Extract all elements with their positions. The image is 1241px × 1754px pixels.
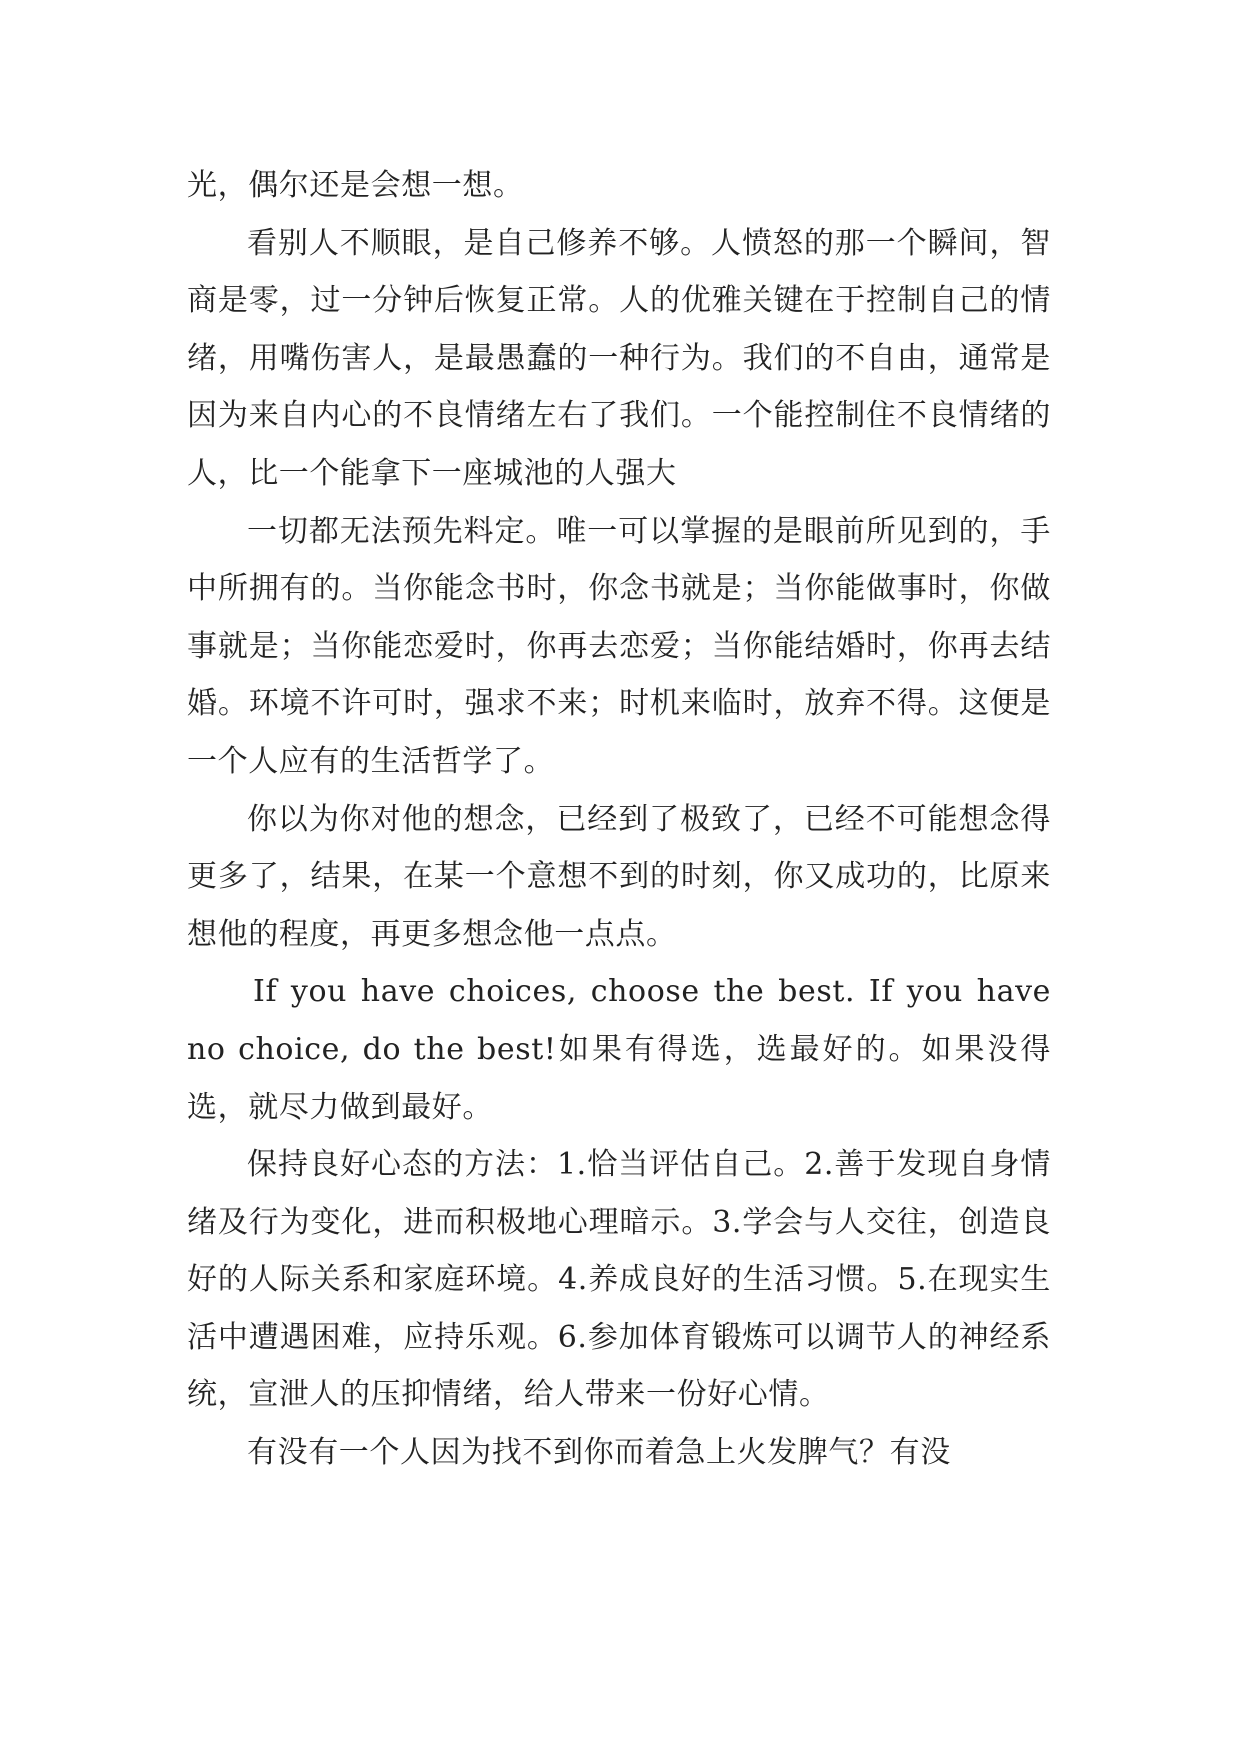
- paragraph-good-mindset-methods: 保持良好心态的方法：1.恰当评估自己。2.善于发现自身情绪及行为变化，进而积极地心理暗示。3.学会与人交往，创造良好的人际关系和家庭环境。4.养成良好的生活习惯。5.在现实生活中遭遇困难，应持乐观。6.参加体育锻炼可以调节人的神经系统，宣泄人的压抑情绪，给人带来一份好心情。: [187, 1147, 1051, 1413]
- paragraph-life-philosophy: 一切都无法预先料定。唯一可以掌握的是眼前所见到的，手中所拥有的。当你能念书时，你念书就是；当你能做事时，你做事就是；当你能恋爱时，你再去恋爱；当你能结婚时，你再去结婚。环境不许可时，强求不来；时机来临时，放弃不得。这便是一个人应有的生活哲学了。: [187, 513, 1051, 779]
- paragraph-missing-someone: 你以为你对他的想念，已经到了极致了，已经不可能想念得更多了，结果，在某一个意想不到的时刻，你又成功的，比原来想他的程度，再更多想念他一点点。: [187, 801, 1051, 952]
- document-body: [187, 157, 1051, 1482]
- paragraph-choices-quote: If you have choices, choose the best. If you have no choice, do the best!如果有得选，选最好的。如果没得选，就尽力做到最好。: [187, 974, 1051, 1125]
- paragraph-trailing-question: 有没有一个人因为找不到你而着急上火发脾气？有没: [247, 1435, 951, 1471]
- paragraph-emotion-control: 看别人不顺眼，是自己修养不够。人愤怒的那一个瞬间，智商是零，过一分钟后恢复正常。人的优雅关键在于控制自己的情绪，用嘴伤害人，是最愚蠢的一种行为。我们的不自由，通常是因为来自内心的不良情绪左右了我们。一个能控制住不良情绪的人，比一个能拿下一座城池的人强大: [187, 225, 1051, 491]
- paragraph-continuation: 光，偶尔还是会想一想。: [187, 168, 524, 203]
